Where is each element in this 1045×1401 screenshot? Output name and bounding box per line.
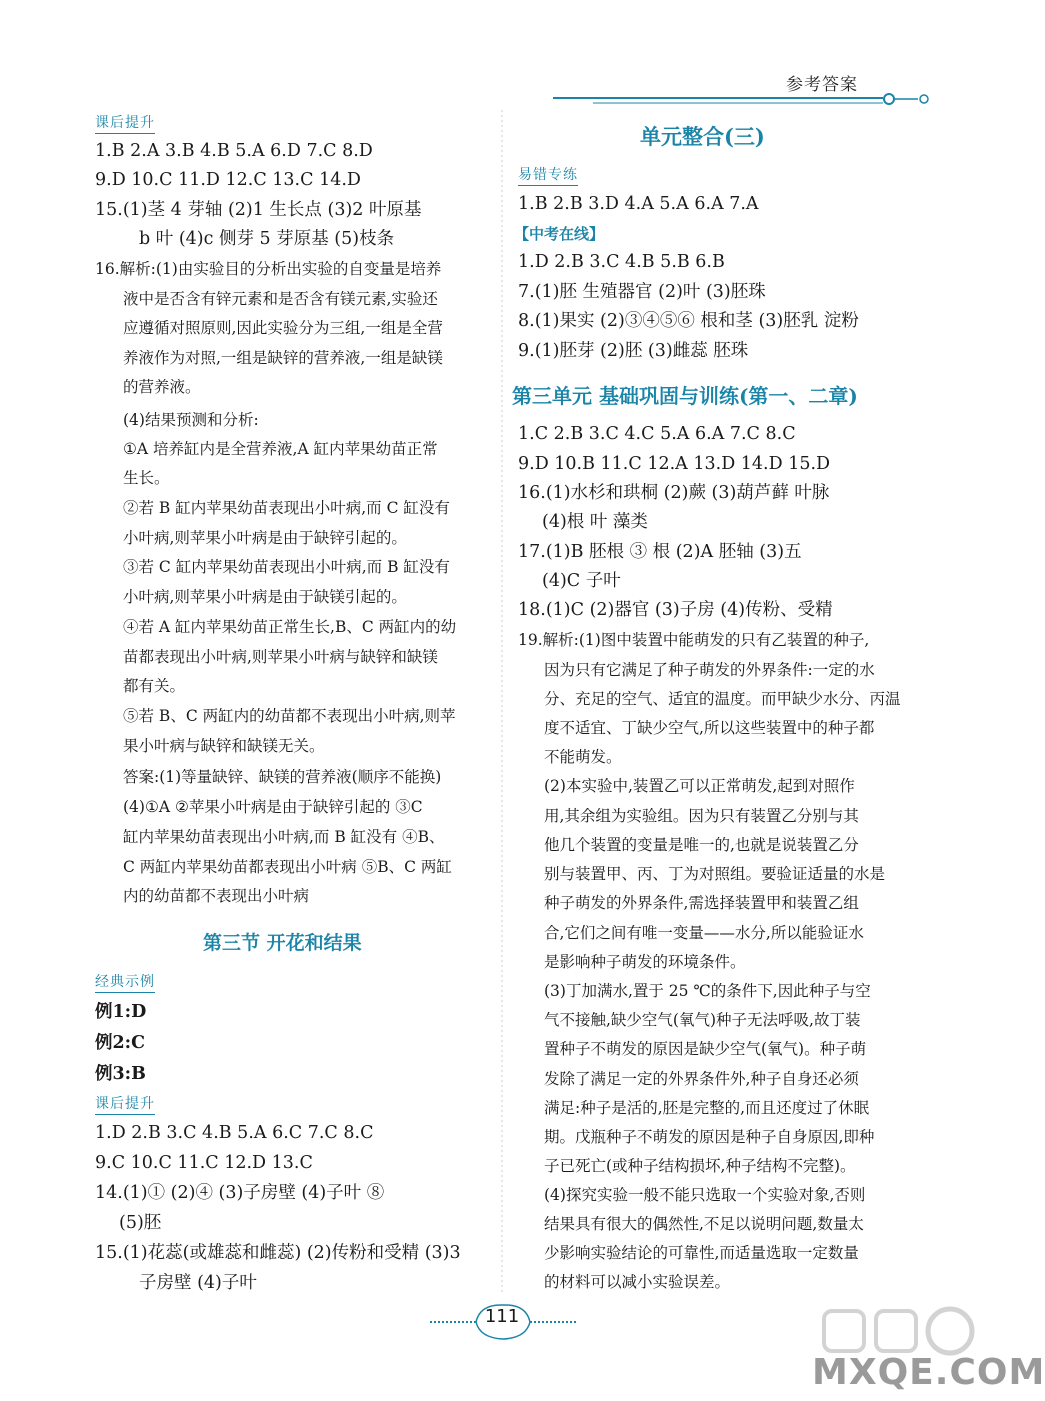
explanation-line: 结果具有很大的偶然性,不足以说明问题,数量太 [544,1215,864,1233]
explanation-line: 小叶病,则苹果小叶病是由于缺镁引起的。 [123,588,407,606]
answer-line: 1.C 2.B 3.C 4.C 5.A 6.A 7.C 8.C [518,424,796,444]
explanation-line: 的材料可以减小实验误差。 [544,1273,731,1291]
answer-line: (4)C 子叶 [542,571,621,591]
explanation-line: 不能萌发。 [544,748,622,766]
explanation-line: 用,其余组为实验组。因为只有装置乙分别与其 [544,807,859,825]
answer-line: 1.D 2.B 3.C 4.B 5.B 6.B [518,252,725,272]
explanation-line: (4)结果预测和分析: [123,411,259,429]
answer-line: C 两缸内苹果幼苗都表现出小叶病 ⑤B、C 两缸 [123,858,452,876]
answer-line: 9.(1)胚芽 (2)胚 (3)雌蕊 胚珠 [518,341,749,361]
explanation-line: 生长。 [123,469,170,487]
explanation-line: 的营养液。 [123,378,201,396]
column-divider [500,110,504,1295]
explanation-line: 别与装置甲、丙、丁为对照组。要验证适量的水是 [544,865,886,883]
explanation-line: 度不适宜、丁缺少空气,所以这些装置中的种子都 [544,719,875,737]
header-rule [553,94,931,108]
explanation-line: 都有关。 [123,677,186,695]
explanation-line: ②若 B 缸内苹果幼苗表现出小叶病,而 C 缸没有 [123,499,450,517]
answer-line: (5)胚 [119,1213,162,1233]
answer-line: b 叶 (4)c 侧芽 5 芽原基 (5)枝条 [139,229,395,249]
explanation-line: (4)探究实验一般不能只选取一个实验对象,否则 [544,1186,866,1204]
section-title: 第三节 开花和结果 [203,932,362,954]
answer-line: 9.D 10.B 11.C 12.A 13.D 14.D 15.D [518,454,831,474]
answer-line: 1.B 2.A 3.B 4.B 5.A 6.D 7.C 8.D [95,141,373,161]
explanation-line: 气不接触,缺少空气(氧气)种子无法呼吸,故丁装 [544,1011,861,1029]
answer-line: 内的幼苗都不表现出小叶病 [123,887,310,905]
answer-line: 15.(1)花蕊(或雄蕊和雌蕊) (2)传粉和受精 (3)3 [95,1243,461,1263]
explanation-line: 种子萌发的外界条件,需选择装置甲和装置乙组 [544,894,859,912]
explanation-line: 16.解析:(1)由实验目的分析出实验的自变量是培养 [95,260,442,278]
explanation-line: 分、充足的空气、适宜的温度。而甲缺少水分、丙温 [544,690,901,708]
watermark-text: MXQE.COM [812,1352,1045,1393]
explanation-line: 小叶病,则苹果小叶病是由于缺锌引起的。 [123,529,407,547]
explanation-line: 发除了满足一定的外界条件外,种子自身还必须 [544,1070,859,1088]
answer-line: 17.(1)B 胚根 ③ 根 (2)A 胚轴 (3)五 [518,542,802,562]
explanation-line: 苗都表现出小叶病,则苹果小叶病与缺锌和缺镁 [123,648,438,666]
answer-line: 子房壁 (4)子叶 [139,1273,257,1293]
page-number: 111 [484,1306,520,1327]
explanation-line: ①A 培养缸内是全营养液,A 缸内苹果幼苗正常 [123,440,438,458]
section-tag-examples: 经典示例 [95,973,155,993]
example-answer: 例1:D [95,1002,147,1022]
answer-line: 1.B 2.B 3.D 4.A 5.A 6.A 7.A [518,194,759,214]
answer-line: 14.(1)① (2)④ (3)子房壁 (4)子叶 ⑧ [95,1183,385,1203]
explanation-line: (3)丁加满水,置于 25 ℃的条件下,因此种子与空 [544,982,871,1000]
explanation-line: 是影响种子萌发的环境条件。 [544,953,746,971]
explanation-line: 因为只有它满足了种子萌发的外界条件:一定的水 [544,661,875,679]
explanation-line: 应遵循对照原则,因此实验分为三组,一组是全营 [123,319,443,337]
explanation-line: ③若 C 缸内苹果幼苗表现出小叶病,而 B 缸没有 [123,558,450,576]
answer-line: 9.D 10.C 11.D 12.C 13.C 14.D [95,170,361,190]
example-answer: 例3:B [95,1064,146,1084]
answer-line: 答案:(1)等量缺锌、缺镁的营养液(顺序不能换) [123,768,442,786]
explanation-line: 液中是否含有锌元素和是否含有镁元素,实验还 [123,290,438,308]
answer-line: (4)根 叶 藻类 [542,512,648,532]
unit-title: 第三单元 基础巩固与训练(第一、二章) [512,384,858,408]
explanation-line: 置种子不萌发的原因是缺少空气(氧气)。种子萌 [544,1040,867,1058]
explanation-line: 满足:种子是活的,胚是完整的,而且还度过了休眠 [544,1099,870,1117]
unit-title: 单元整合(三) [640,124,765,149]
explanation-line: 19.解析:(1)图中装置中能萌发的只有乙装置的种子, [518,631,870,649]
answer-line: 9.C 10.C 11.C 12.D 13.C [95,1153,313,1173]
answer-line: 7.(1)胚 生殖器官 (2)叶 (3)胚珠 [518,282,766,302]
example-answer: 例2:C [95,1033,146,1053]
answer-line: 1.D 2.B 3.C 4.B 5.A 6.C 7.C 8.C [95,1123,374,1143]
explanation-line: 他几个装置的变量是唯一的,也就是说装置乙分 [544,836,859,854]
section-tag-exam: 【中考在线】 [514,225,605,243]
section-tag-practice: 课后提升 [95,114,155,134]
answer-line: 8.(1)果实 (2)③④⑤⑥ 根和茎 (3)胚乳 淀粉 [518,311,859,331]
section-tag-errors: 易错专练 [518,166,578,186]
explanation-line: (2)本实验中,装置乙可以正常萌发,起到对照作 [544,777,855,795]
explanation-line: 期。戊瓶种子不萌发的原因是种子自身原因,即种 [544,1128,875,1146]
explanation-line: 养液作为对照,一组是缺锌的营养液,一组是缺镁 [123,349,443,367]
explanation-line: ④若 A 缸内苹果幼苗正常生长,B、C 两缸内的幼 [123,618,457,636]
explanation-line: 子已死亡(或种子结构损坏,种子结构不完整)。 [544,1157,856,1175]
section-tag-practice: 课后提升 [95,1095,155,1115]
answer-line: 18.(1)C (2)器官 (3)子房 (4)传粉、受精 [518,600,833,620]
header-label: 参考答案 [786,75,858,95]
explanation-line: ⑤若 B、C 两缸内的幼苗都不表现出小叶病,则苹 [123,707,456,725]
explanation-line: 果小叶病与缺锌和缺镁无关。 [123,737,325,755]
explanation-line: 少影响实验结论的可靠性,而适量选取一定数量 [544,1244,859,1262]
explanation-line: 合,它们之间有唯一变量——水分,所以能验证水 [544,924,864,942]
answer-line: 16.(1)水杉和珙桐 (2)蕨 (3)葫芦藓 叶脉 [518,483,830,503]
answer-line: 15.(1)茎 4 芽轴 (2)1 生长点 (3)2 叶原基 [95,200,422,220]
answer-line: (4)①A ②苹果小叶病是由于缺锌引起的 ③C [123,798,423,816]
answer-line: 缸内苹果幼苗表现出小叶病,而 B 缸没有 ④B、 [123,828,445,846]
